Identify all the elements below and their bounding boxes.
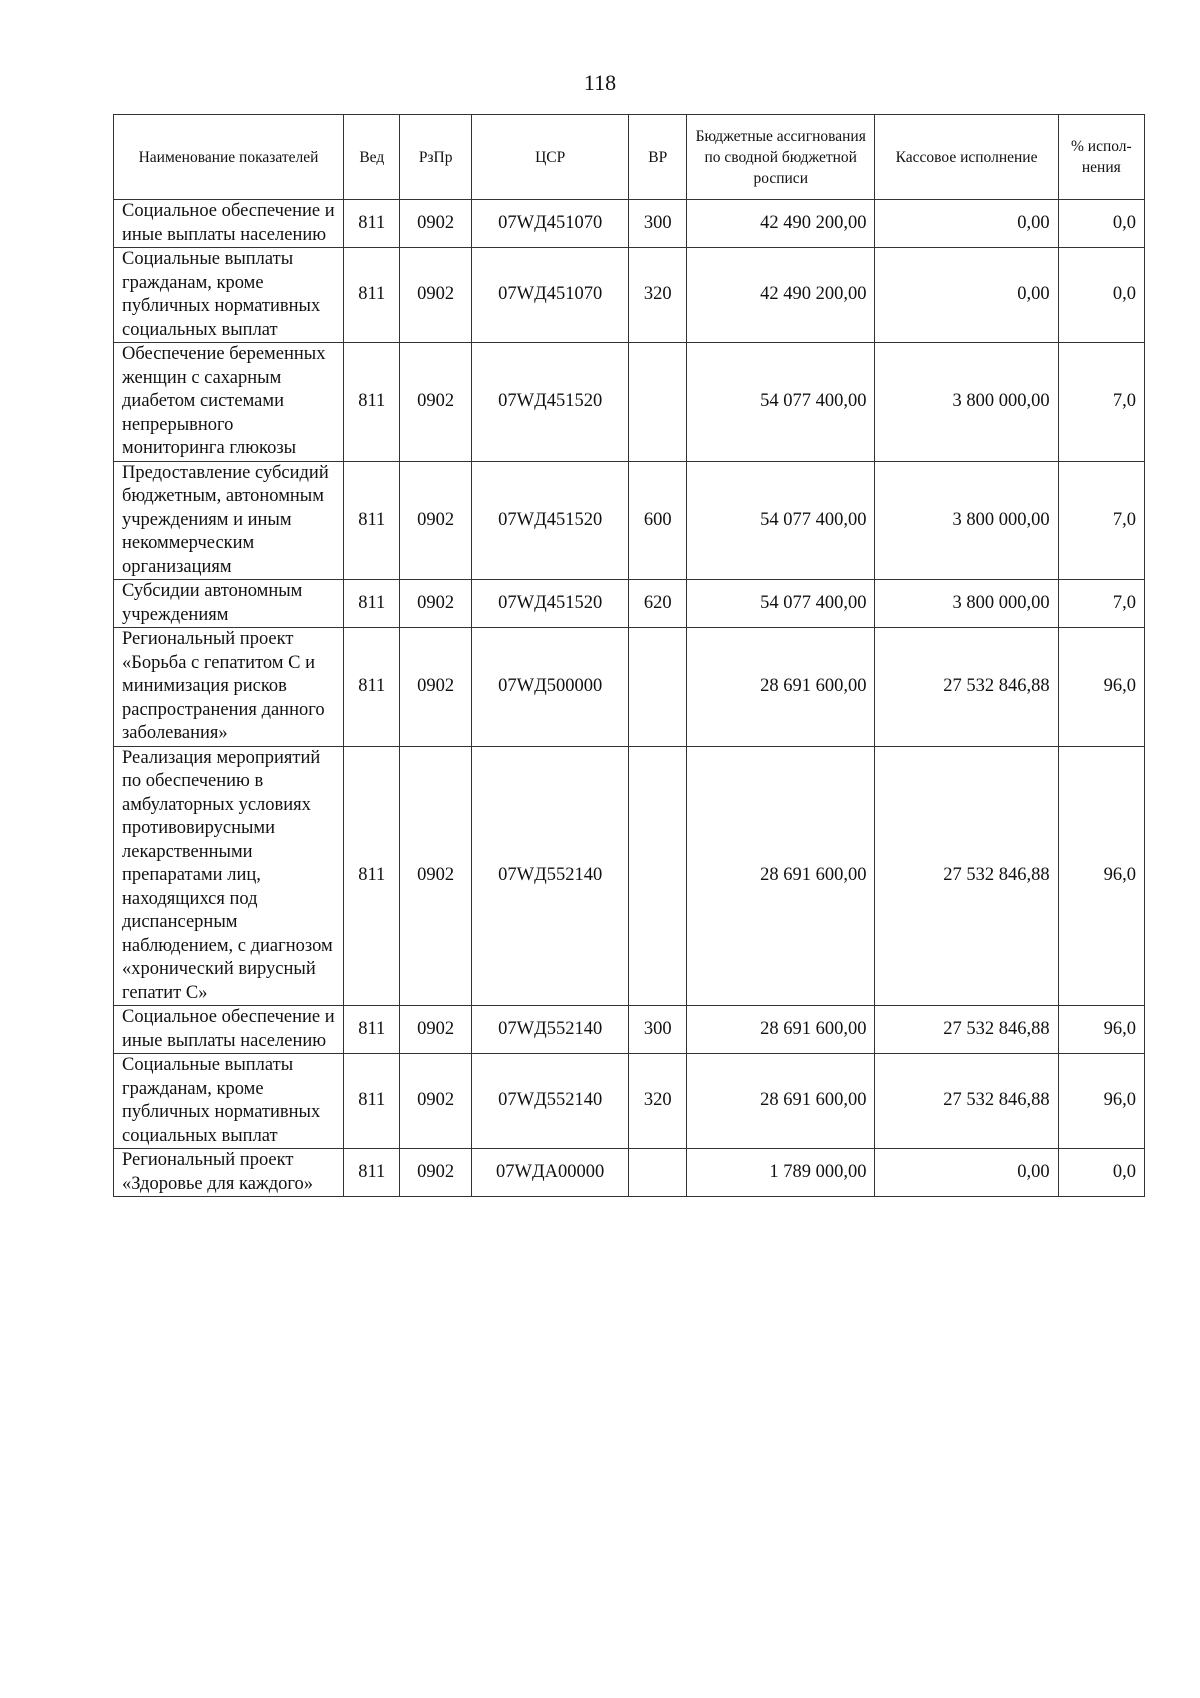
row-cash: 3 800 000,00	[875, 343, 1058, 462]
row-cash: 27 532 846,88	[875, 746, 1058, 1006]
row-vr	[629, 343, 687, 462]
budget-report-table	[113, 114, 1145, 1197]
row-cash: 0,00	[875, 1149, 1058, 1197]
row-cash: 3 800 000,00	[875, 461, 1058, 580]
row-ved: 811	[344, 248, 400, 343]
row-name: Социальное обеспечение и иные выплаты населению	[114, 200, 344, 248]
row-vr: 320	[629, 248, 687, 343]
row-ved: 811	[344, 746, 400, 1006]
table-row	[114, 200, 1145, 248]
row-csr: 07WД552140	[471, 1006, 629, 1054]
row-percent: 7,0	[1058, 580, 1144, 628]
table-row	[114, 248, 1145, 343]
row-percent: 96,0	[1058, 746, 1144, 1006]
row-name: Реализация мероприятий по обеспечению в амбулаторных условиях противовирусными лекарственными препаратами лиц, находящихся под диспансерным наблюдением, с диагнозом «хронический вирусный гепатит С»	[114, 746, 344, 1006]
row-cash: 27 532 846,88	[875, 628, 1058, 747]
row-percent: 0,0	[1058, 1149, 1144, 1197]
row-vr: 300	[629, 1006, 687, 1054]
row-budget: 54 077 400,00	[686, 343, 875, 462]
row-percent: 0,0	[1058, 200, 1144, 248]
table-row	[114, 1006, 1145, 1054]
row-budget: 54 077 400,00	[686, 580, 875, 628]
row-vr: 620	[629, 580, 687, 628]
row-vr: 300	[629, 200, 687, 248]
row-name: Социальные выплаты гражданам, кроме публичных нормативных социальных выплат	[114, 1054, 344, 1149]
row-rzpr: 0902	[400, 461, 471, 580]
row-csr: 07WД451520	[471, 580, 629, 628]
row-name: Региональный проект «Борьба с гепатитом С и минимизация рисков распространения данного заболевания»	[114, 628, 344, 747]
row-rzpr: 0902	[400, 1149, 471, 1197]
header-ved: Вед	[344, 115, 400, 200]
row-budget: 42 490 200,00	[686, 248, 875, 343]
header-percent: % испол-нения	[1058, 115, 1144, 200]
row-vr	[629, 746, 687, 1006]
table-row	[114, 343, 1145, 462]
row-cash: 0,00	[875, 200, 1058, 248]
row-csr: 07WДА00000	[471, 1149, 629, 1197]
row-ved: 811	[344, 343, 400, 462]
row-csr: 07WД451520	[471, 343, 629, 462]
table-header-row	[114, 115, 1145, 200]
header-csr: ЦСР	[471, 115, 629, 200]
row-budget: 28 691 600,00	[686, 1054, 875, 1149]
row-vr: 320	[629, 1054, 687, 1149]
row-percent: 7,0	[1058, 343, 1144, 462]
row-name: Предоставление субсидий бюджетным, автономным учреждениям и иным некоммерческим организациям	[114, 461, 344, 580]
header-budget: Бюджетные ассигнования по сводной бюджетной росписи	[686, 115, 875, 200]
row-csr: 07WД552140	[471, 746, 629, 1006]
table-row	[114, 746, 1145, 1006]
row-rzpr: 0902	[400, 248, 471, 343]
header-vr: ВР	[629, 115, 687, 200]
row-ved: 811	[344, 580, 400, 628]
row-rzpr: 0902	[400, 1054, 471, 1149]
row-ved: 811	[344, 1149, 400, 1197]
row-ved: 811	[344, 200, 400, 248]
row-csr: 07WД451520	[471, 461, 629, 580]
row-percent: 96,0	[1058, 1054, 1144, 1149]
row-rzpr: 0902	[400, 746, 471, 1006]
row-csr: 07WД451070	[471, 200, 629, 248]
row-csr: 07WД500000	[471, 628, 629, 747]
header-name: Наименование показателей	[114, 115, 344, 200]
table-row	[114, 1149, 1145, 1197]
row-rzpr: 0902	[400, 628, 471, 747]
header-rzpr: РзПр	[400, 115, 471, 200]
row-budget: 28 691 600,00	[686, 628, 875, 747]
row-budget: 54 077 400,00	[686, 461, 875, 580]
row-ved: 811	[344, 1054, 400, 1149]
row-budget: 42 490 200,00	[686, 200, 875, 248]
row-budget: 1 789 000,00	[686, 1149, 875, 1197]
row-rzpr: 0902	[400, 343, 471, 462]
row-vr: 600	[629, 461, 687, 580]
row-budget: 28 691 600,00	[686, 1006, 875, 1054]
table-row	[114, 628, 1145, 747]
row-cash: 27 532 846,88	[875, 1006, 1058, 1054]
row-ved: 811	[344, 461, 400, 580]
row-rzpr: 0902	[400, 200, 471, 248]
row-vr	[629, 1149, 687, 1197]
row-name: Субсидии автономным учреждениям	[114, 580, 344, 628]
row-cash: 0,00	[875, 248, 1058, 343]
row-name: Региональный проект «Здоровье для каждого»	[114, 1149, 344, 1197]
row-csr: 07WД451070	[471, 248, 629, 343]
row-name: Социальные выплаты гражданам, кроме публичных нормативных социальных выплат	[114, 248, 344, 343]
header-cash: Кассовое исполнение	[875, 115, 1058, 200]
row-percent: 7,0	[1058, 461, 1144, 580]
row-rzpr: 0902	[400, 1006, 471, 1054]
row-budget: 28 691 600,00	[686, 746, 875, 1006]
row-ved: 811	[344, 628, 400, 747]
table-row	[114, 580, 1145, 628]
table-row	[114, 461, 1145, 580]
row-cash: 27 532 846,88	[875, 1054, 1058, 1149]
row-name: Обеспечение беременных женщин с сахарным диабетом системами непрерывного мониторинга глюкозы	[114, 343, 344, 462]
row-cash: 3 800 000,00	[875, 580, 1058, 628]
row-percent: 96,0	[1058, 1006, 1144, 1054]
row-percent: 96,0	[1058, 628, 1144, 747]
row-vr	[629, 628, 687, 747]
row-ved: 811	[344, 1006, 400, 1054]
row-csr: 07WД552140	[471, 1054, 629, 1149]
table-row	[114, 1054, 1145, 1149]
row-name: Социальное обеспечение и иные выплаты населению	[114, 1006, 344, 1054]
row-rzpr: 0902	[400, 580, 471, 628]
row-percent: 0,0	[1058, 248, 1144, 343]
page-number: 118	[583, 70, 617, 95]
